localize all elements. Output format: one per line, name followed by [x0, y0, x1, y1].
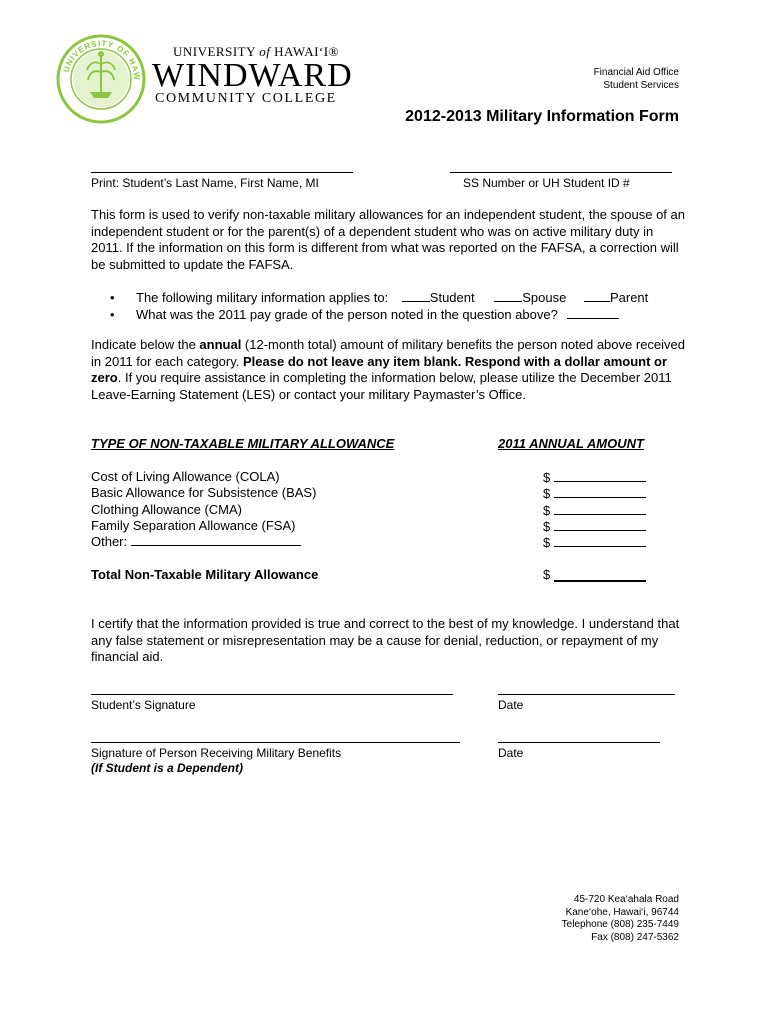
id-field-label: SS Number or UH Student ID # [463, 176, 630, 190]
pay-grade-question: What was the 2011 pay grade of the person noted in the question above? [136, 307, 558, 322]
total-amount-field[interactable] [554, 567, 646, 582]
certification-statement: I certify that the information provided is true and correct to the best of my knowledge. I understand that any false statement or misrepresentation may be a cause for denial, reduction, or repayment of my financial aid. [91, 616, 680, 664]
amount-row: $ [543, 485, 646, 501]
office-line-2: Student Services [603, 80, 679, 91]
amount-row: $ [543, 469, 646, 485]
other-amount-field[interactable] [554, 534, 646, 547]
bullet-pay-grade [110, 306, 690, 323]
college-subtitle: COMMUNITY COLLEGE [155, 91, 337, 106]
amount-row: $ [543, 534, 646, 550]
address-city: Kane‘ohe, Hawai‘i, 96744 [565, 906, 679, 918]
total-amount: $ [543, 567, 646, 583]
allowance-cma: Clothing Allowance (CMA) [91, 501, 243, 517]
receiver-signature-note: (If Student is a Dependent) [91, 761, 244, 775]
allowance-bas: Basic Allowance for Subsistence (BAS) [91, 485, 317, 501]
allowance-other: Other: [91, 534, 316, 550]
option-student: Student [429, 290, 475, 305]
bullet-dot: • [110, 290, 115, 305]
intro-paragraph: This form is used to verify non-taxable military allowances for an independent student, the spouse of an independent student or for the parent(s) of a dependent student who was on active military duty in 2011. If the information on this form is different from what was reported on the FAFSA, a correction will be submitted to update the FAFSA. [91, 207, 685, 272]
option-parent: Parent [609, 290, 649, 305]
svg-text:UNIVERSITY OF HAWAI‘I: UNIVERSITY OF HAW [61, 38, 142, 81]
university-name: UNIVERSITY of HAWAI‘I® [173, 44, 339, 59]
office-line-1: Financial Aid Office [593, 67, 679, 78]
amount-column [543, 469, 646, 550]
allowance-type-header: TYPE OF NON-TAXABLE MILITARY ALLOWANCE [91, 436, 395, 451]
amount-row: $ [543, 518, 646, 534]
date-label-2: Date [498, 746, 524, 760]
annual-amount-header: 2011 ANNUAL AMOUNT [498, 436, 644, 451]
receiver-signature-line[interactable] [91, 742, 460, 743]
allowance-cola: Cost of Living Allowance (COLA) [91, 469, 280, 484]
fsa-amount-field[interactable] [554, 518, 646, 531]
id-field-line[interactable] [450, 172, 672, 173]
pay-grade-blank[interactable] [567, 318, 619, 319]
date-label-1: Date [498, 698, 524, 712]
parent-check-blank[interactable] [584, 301, 610, 302]
cola-amount-field[interactable] [554, 469, 646, 482]
college-address [562, 894, 679, 944]
address-phone: Telephone (808) 235-7449 [561, 919, 679, 930]
college-seal-logo [56, 34, 146, 124]
bullet-applies-to [110, 289, 690, 306]
date-line-2[interactable] [498, 742, 660, 743]
student-signature-line[interactable] [91, 694, 453, 695]
allowance-fsa: Family Separation Allowance (FSA) [91, 517, 296, 533]
receiver-signature-label: Signature of Person Receiving Military Benefits [91, 746, 342, 760]
option-spouse: Spouse [522, 290, 567, 305]
name-field-label: Print: Student’s Last Name, First Name, MI [91, 176, 319, 190]
bas-amount-field[interactable] [554, 485, 646, 498]
address-fax: Fax (808) 247-5362 [591, 931, 679, 943]
name-field-line[interactable] [91, 172, 353, 173]
amount-row: $ [543, 502, 646, 518]
spouse-check-blank[interactable] [494, 301, 522, 302]
office-info [594, 66, 679, 92]
total-label: Total Non-Taxable Military Allowance [91, 567, 319, 582]
address-street: 45-720 Kea‘ahala Road [573, 894, 679, 905]
date-line-1[interactable] [498, 694, 675, 695]
applies-to-question: The following military information applies to: [136, 290, 389, 305]
student-check-blank[interactable] [402, 301, 430, 302]
other-description-blank[interactable] [131, 545, 301, 546]
form-title: 2012-2013 Military Information Form [405, 108, 679, 125]
student-signature-label: Student’s Signature [91, 698, 196, 712]
college-name: WINDWARD [152, 57, 353, 94]
instructions-paragraph: Indicate below the annual (12-month total) amount of military benefits the person noted above received in 2011 for each category. Please do not leave any item blank. Respond with a dollar amount or zero. If you require assistance in completing the information below, please utilize the December 2011 Leave-Earning Statement (LES) or contact your military Paymaster’s Office. [91, 337, 686, 402]
bullet-dot: • [110, 307, 115, 322]
allowance-list [91, 469, 316, 550]
cma-amount-field[interactable] [554, 502, 646, 515]
question-bullets [110, 289, 690, 323]
